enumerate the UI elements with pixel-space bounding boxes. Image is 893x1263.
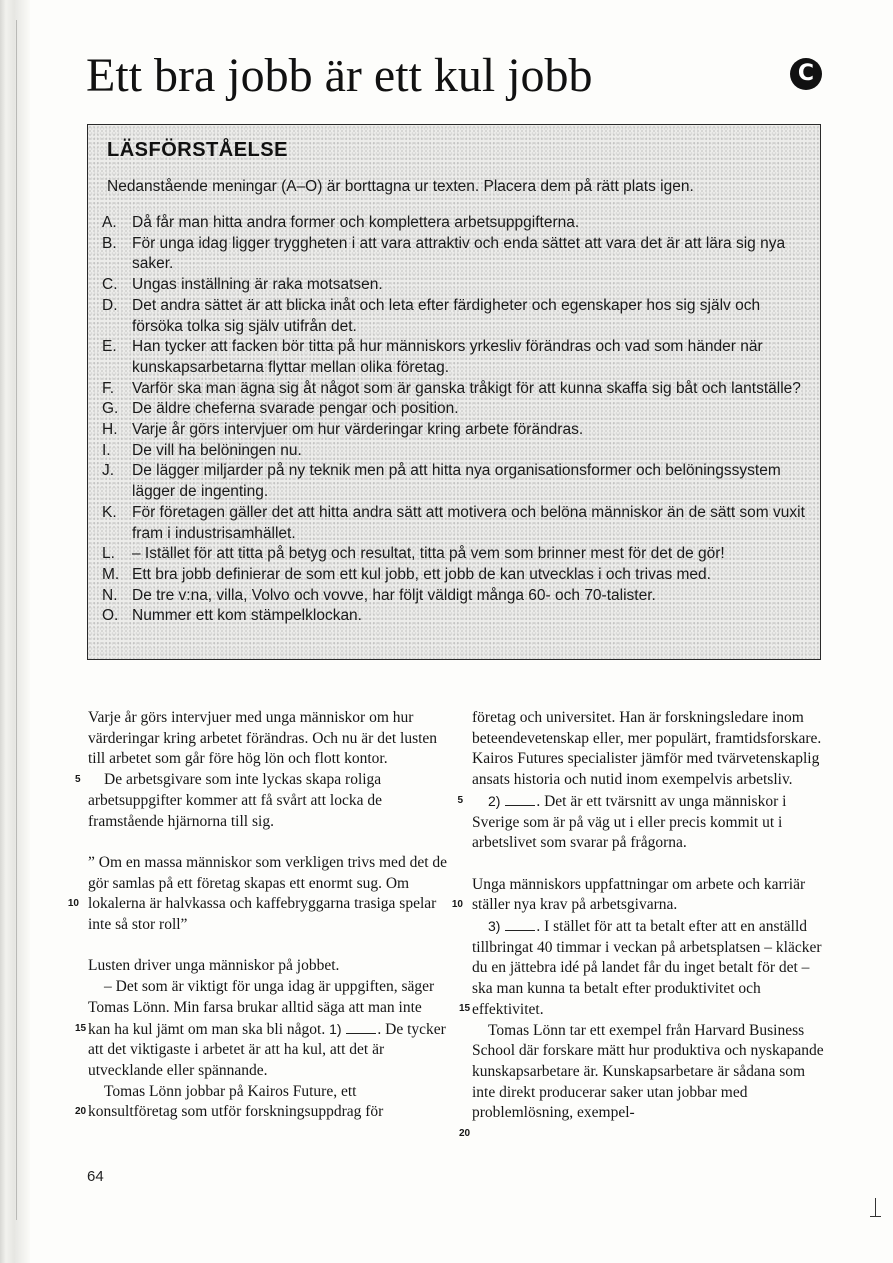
sentence-item — [102, 275, 814, 296]
sentence-text: De tre v:na, villa, Volvo och vovve, har följt väldigt många 60- och 70-talister. — [132, 586, 656, 604]
line-number: 20 — [75, 1106, 87, 1118]
sentence-letter: D. — [102, 296, 118, 314]
sentence-text: Då får man hitta andra former och komplettera arbetsuppgifterna. — [132, 214, 580, 231]
answer-blank[interactable] — [346, 1021, 376, 1034]
question-number: 3) — [488, 918, 501, 935]
sentence-letter: I. — [102, 441, 111, 459]
sentence-letter: H. — [102, 421, 118, 439]
line-number: 5 — [75, 774, 81, 786]
paragraph: 10 ” Om en massa människor som verkligen trivs med det de gör samlas på ett företag skapas ett enormt sug. Om lokalerna är halvkassa och kaffebryggarna trasiga spelar inte så stor roll” — [88, 853, 448, 936]
sentence-text: Han tycker att facken bör titta på hur människors yrkesliv förändras och vad som händer när kunskapsarbetarna flyttar mellan olika företag. — [132, 338, 763, 376]
level-badge: C — [790, 58, 822, 90]
sentence-letter: L. — [102, 545, 115, 563]
line-number: 15 — [75, 1022, 87, 1034]
sentence-item — [102, 503, 814, 544]
paragraph: 15 3) . I stället för att ta betalt efter att en anställd tillbringat 40 timmar i veckan på arbetsplatsen – kläcker du en jättebra idé på landet får du inget betalt för det – ska man kunna ta betalt efter produktivitet och effektivitet. — [472, 916, 824, 1021]
left-column — [67, 708, 448, 1123]
paragraph: 5 De arbetsgivare som inte lyckas skapa roliga arbetsuppgifter kommer att få svårt att locka de framstående hjärnorna till sig. — [88, 770, 448, 832]
sentence-text: Varje år görs intervjuer om hur värderingar kring arbete förändras. — [132, 421, 584, 439]
sentence-text: De äldre cheferna svarade pengar och position. — [132, 400, 459, 418]
sentence-item — [102, 565, 814, 586]
line-number: 10 — [451, 899, 463, 911]
sentence-item — [102, 337, 814, 378]
sentence-letter: N. — [102, 586, 118, 604]
line-number: 20 — [459, 1128, 471, 1140]
sentence-letter: M. — [102, 565, 120, 583]
sentence-text: De vill ha belöningen nu. — [132, 441, 302, 459]
sentence-item — [102, 213, 814, 234]
sentence-text: För företagen gäller det att hitta andra sätt att motivera och belöna människor än de sätt som vuxit fram i industrisamhället. — [132, 503, 805, 542]
sentence-item — [102, 296, 814, 337]
sentence-item — [102, 544, 814, 565]
crop-mark — [870, 1198, 881, 1218]
sentence-item — [102, 606, 814, 627]
sentence-text: De lägger miljarder på ny teknik men på att hitta nya organisationsformer och belöningssystem lägger de ingenting. — [132, 462, 781, 501]
sentence-letter: J. — [102, 462, 115, 480]
sentence-text: – Istället för att titta på betyg och resultat, titta på vem som brinner mest för det de gör! — [132, 545, 725, 563]
page-title: Ett bra jobb är ett kul jobb — [86, 49, 593, 102]
sentence-text: Nummer ett kom stämpelklockan. — [132, 607, 362, 625]
sentence-letter: C. — [102, 276, 118, 294]
sentence-letter: E. — [102, 338, 117, 356]
sentence-letter: A. — [102, 214, 117, 231]
box-heading: LÄSFÖRSTÅELSE — [107, 139, 288, 161]
sentence-item — [102, 379, 814, 400]
sentence-text: Det andra sättet är att blicka inåt och leta efter färdigheter och egenskaper hos sig själv och försöka tolka sig själv utifrån det. — [132, 296, 761, 335]
paragraph: 15 – Det som är viktigt för unga idag är uppgiften, säger Tomas Lönn. Min farsa brukar alltid säga att man inte kan ha kul jämt om man ska bli något. 1) . De tycker att det viktigaste i arbetet är att ha kul, att det är utvecklande eller spännande. — [88, 977, 448, 1082]
sentence-item — [102, 399, 814, 420]
sentence-item — [102, 234, 814, 275]
sentence-letter: O. — [102, 607, 119, 625]
sentence-letter: B. — [102, 234, 117, 252]
answer-blank[interactable] — [505, 918, 535, 931]
sentence-text: Ett bra jobb definierar de som ett kul jobb, ett jobb de kan utvecklas i och trivas med. — [132, 565, 711, 583]
sentence-letter: G. — [102, 400, 119, 418]
answer-blank[interactable] — [505, 793, 535, 806]
paragraph: 20 Tomas Lönn jobbar på Kairos Future, ett konsultföretag som utför forskningsuppdrag för — [88, 1082, 448, 1123]
sentence-item — [102, 461, 814, 502]
sentence-text: Varför ska man ägna sig åt något som är ganska tråkigt för att kunna skaffa sig båt och lantställe? — [132, 379, 801, 397]
paragraph: 20 Tomas Lönn tar ett exempel från Harvard Business School där forskare mätt hur produktiva och nyskapande kunskapsarbetare är. Kunskapsarbetare är sådana som inte direkt producerar saker utan jobbar med problemlösning, exempel- — [472, 1021, 824, 1125]
sentence-list — [102, 213, 814, 627]
page-number: 64 — [87, 1168, 104, 1185]
line-number: 10 — [67, 898, 79, 910]
question-number: 1) — [329, 1020, 342, 1037]
sentence-text: Ungas inställning är raka motsatsen. — [132, 276, 383, 294]
line-number: 15 — [459, 1002, 471, 1014]
right-column — [451, 708, 824, 1140]
sentence-item — [102, 441, 814, 462]
paragraph: Lusten driver unga människor på jobbet. — [88, 957, 340, 975]
paragraph: 5 företag och universitet. Han är forskningsledare inom beteendevetenskap eller, mer populärt, framtidsforskare. Kairos Futures specialister jämför med tvärvetenskaplig ansats historia och nutid inom exempelvis arbetsliv. — [472, 708, 824, 791]
box-intro: Nedanstående meningar (A–O) är borttagna ur texten. Placera dem på rätt plats igen. — [107, 178, 694, 195]
line-number: 5 — [457, 794, 463, 806]
sentence-letter: K. — [102, 503, 117, 521]
question-number: 2) — [488, 792, 501, 809]
paragraph: 2) . Det är ett tvärsnitt av unga människor i Sverige som är på väg ut i eller precis kommit ut i arbetslivet som svarar på frågorna. — [472, 792, 787, 852]
book-binding-shadow — [0, 0, 30, 1263]
paragraph: Varje år görs intervjuer med unga människor om hur värderingar kring arbetet förändras. Och nu är det lusten till arbetet som går före hög lön och flott kontor. — [88, 709, 438, 768]
sentence-item — [102, 586, 814, 607]
sentence-text: För unga idag ligger tryggheten i att vara attraktiv och enda sättet att vara det är att lära sig nya saker. — [132, 234, 786, 273]
sentence-item — [102, 420, 814, 441]
reading-comprehension-box — [87, 124, 821, 660]
paragraph: 10 Unga människors uppfattningar om arbete och karriär ställer nya krav på arbetsgivarna. — [472, 875, 824, 916]
sentence-letter: F. — [102, 379, 115, 397]
